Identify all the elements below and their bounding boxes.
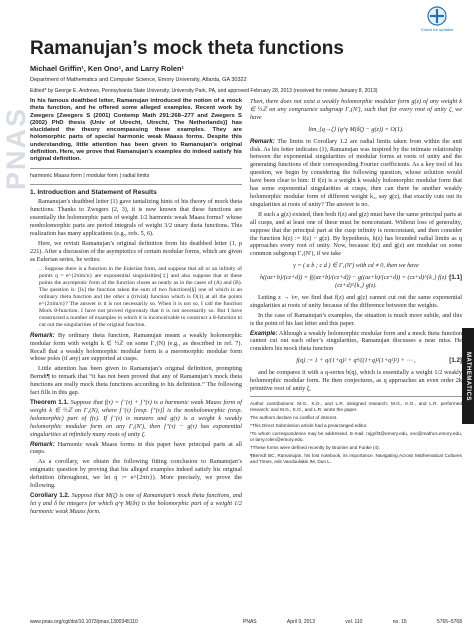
section-tab-mathematics: MATHEMATICS (462, 328, 474, 424)
remark-text: Harmonic weak Maass forms in this paper have principal parts at all cusps. (30, 440, 243, 456)
remark-limits (250, 138, 462, 209)
corollary-text: Suppose that M(ζ) is one of Ramanujan’s mock theta functions, and let γ and δ be integers for which q^γ M(δτ) is the holomorphic part of a weight 1/2 harmonic weak Maass form. (30, 491, 243, 515)
theorem-1-1 (30, 399, 242, 439)
author-list: Michael Griffin¹, Ken Ono¹, and Larry Rolen¹ (30, 64, 184, 73)
footnote: ¹To whom correspondence may be addressed. E-mail: mjgrif3@emory.edu, ono@mathcs.emory.edu, or larry.rolen@emory.edu. (250, 430, 462, 442)
corollary-label: Corollary 1.2. (30, 491, 70, 499)
equation-text: h((az+b)/(cz+d)) = f((az+b)/(cz+d)) − g((az+b)/(cz+d)) = (cz+d)^{k₁} f(z) − (cz+d)^{k₂} g(z). (259, 274, 453, 290)
footnote: ¶Berndt BC, Ramanujan, his lost notebook, its importance. Navigating Across Mathematical Cultures and Times, eds Vandoulakis IM, Dun L. (250, 452, 462, 464)
remark-text: By ordinary theta function, Ramanujan meant a weakly holomorphic modular form with weight k ∈ ½ℤ on some Γ₁(N) (e.g., as described in ref. 7). Recall that a weakly holomorphic modular form is a meromorphic modular form whose poles (if any) are supported at cusps. (30, 331, 243, 363)
theorem-label: Theorem 1.1. (30, 398, 69, 406)
abstract: In his famous deathbed letter, Ramanujan introduced the notion of a mock theta function, and he offered some alleged examples. Recent work by Zwegers [Zwegers S (2001) Contemp Math 291:268–277 and Zwegers S (2002) PhD thesis (Univ of Utrecht, Utrecht, The Netherlands)] has elucidated the theory encompassing these examples. They are holomorphic parts of special harmonic weak Maass forms. Despite this understanding, little attention has been given to Ramanujan’s original definition. Here, we prove that Ramanujan’s examples do indeed satisfy his original definition. (30, 98, 242, 163)
volume: vol. 110 (345, 619, 363, 625)
theorem-text: Suppose that f(τ) = f⁻(τ) + f⁺(τ) is a harmonic weak Maass form of weight k ∈ ½ℤ on Γ₁(N), where f⁻(τ) [resp. f⁺(τ)] is the nonholomorphic (resp. holomorphic) part of f(τ). If f⁻(τ) is nonzero and g(τ) is a weight k weakly holomorphic modular form on any Γ₁(N′), then f⁺(τ) − g(τ) has exponential singularities at infinitely many roots of unity ζ. (30, 398, 242, 438)
paragraph: In the case of Ramanujan’s examples, the situation is much more subtle, and this is the point of his last letter and this paper. (250, 311, 462, 327)
equation-number: [1.2] (449, 357, 462, 365)
equation-limit: lim_{q→ζ} (q^γ M(δζ) − g(z)) = O(1). (308, 125, 404, 133)
left-margin-strip (0, 0, 30, 632)
equation-1-1 (250, 274, 462, 290)
remark-text: The limits in Corollary 1.2 are radial limits taken from within the unit disk. As his letter indicates (1), Ramanujan was inspired by the intimate relationship between the exponential singularities of modular forms at roots of unity and the generating functions of their corresponding Fourier coefficients. As a key tool of his question, we begin by considering the following question, whose solution would have been clear to him: If f(z) is a weight k weakly holomorphic modular form that has some exponential singularities at cusps, then can there be another weakly holomorphic modular form of different weight k₂, say g(z), that exactly cuts out its singularities at roots of unity? The answer is no. (250, 137, 463, 208)
left-column (30, 98, 242, 518)
example-label: Example: (250, 329, 278, 337)
crossmark-icon[interactable] (420, 3, 454, 37)
keywords: harmonic Maass form | modular form | radial limits (30, 172, 150, 179)
section-heading: 1. Introduction and Statement of Results (30, 188, 157, 196)
equation-gamma: γ = ( a b ; c d ) ∈ Γ₁(N′) with cd ≠ 0, then we have (293, 262, 419, 270)
page-range: 5765–5768 (436, 619, 462, 625)
paragraph: and he compares it with a q-series b(q), which is essentially a weight 1/2 weakly holomorphic modular form. He then conjectures, as q approaches an even order 2k primitive root of unity ζ, (250, 369, 462, 392)
journal-footer (243, 619, 462, 625)
equation-1-2 (250, 357, 462, 365)
footnote-divider (250, 396, 462, 397)
paragraph: Here, we revisit Ramanujan’s original definition from his deathbed letter (1, p 221). After a discussion of the asymptotics of certain modular forms, which are given as Eulerian series, he writes: (30, 240, 242, 263)
example-text: Although a weakly holomorphic modular form and a mock theta function cannot cut out each other’s singularities, Ramanujan discusses a near miss. He considers his mock theta function (250, 329, 462, 353)
issue-number: no. 15 (392, 619, 407, 625)
affiliation: Department of Mathematics and Computer Science, Emory University, Atlanta, GA 30322 (30, 77, 247, 83)
footnote: †These forms were defined recently by Bruinier and Funke (4). (250, 444, 381, 450)
remark-label: Remark: (30, 440, 55, 448)
ramanujan-quote: …Suppose there is a function in the Eulerian form, and suppose that all or an infinity of points q = e^{2πim/n} are exponential singularities[‡] and also suppose that at these points the asymptotic form of the function closes as neatly as in the cases of (A) and (B). The question is: [Is] the function taken the sum of two functions[§] one of which is an ordinary theta function and the other a (trivial) function which is O(1) at all the points e^{2πim/n}? The answer is it is not necessarily so. When it is not so, I call the function Mock θ-function. I have not proved rigorously that it is not necessarily so. But I have constructed a number of examples in which it is inconceivable to construct a θ-function to cut out the singularities of the original function. (39, 265, 242, 328)
footnote: Author contributions: M.G., K.O., and L.R. designed research; M.G., K.O., and L.R. performed research; and M.G., K.O., and L.R. wrote the paper. (250, 400, 462, 412)
right-column (250, 98, 462, 467)
paper-title: Ramanujan’s mock theta functions (30, 38, 344, 59)
doi-link[interactable]: www.pnas.org/cgi/doi/10.1073/pnas.1300345110 (30, 619, 138, 625)
footnote: The authors declare no conflict of interest. (250, 414, 338, 420)
equation-text: f(q) := 1 + q/(1+q)² + q⁴/((1+q)²(1+q²)²) + ⋯ , (296, 357, 416, 365)
paragraph: If such a g(z) existed, then both f(z) and g(z) must have the same principal parts at all cusps, and at least one of these must be nonconstant. Without loss of generality, suppose that the principal part at the cusp infinity is nonconstant, and then consider the function h(z) := f(z) − g(z). By hypothesis, h(z) has bounded radial limits as q approaches every root of unity. Now, because f(z) and g(z) are modular on some common subgroup Γ₁(N′), if we take (250, 210, 462, 258)
remark-definition (30, 332, 242, 364)
equation-number: [1.1] (449, 274, 462, 282)
divider (30, 184, 242, 185)
remark-maass (30, 441, 242, 457)
divider (30, 168, 242, 169)
remark-label: Remark: (30, 331, 55, 339)
issue-date: April 9, 2013 (286, 619, 315, 625)
footnote: *This Direct Submission article had a prearranged editor. (250, 422, 368, 428)
journal-name: PNAS (243, 619, 257, 625)
corollary-1-2 (30, 492, 242, 516)
badge-label: Check for updates (420, 27, 454, 32)
paragraph: As a corollary, we obtain the following fitting conclusion to Ramanujan’s enigmatic question by proving that his alleged examples indeed satisfy his original definition (throughout, we let q := e^{2πiτ}). More precisely, we prove the following. (30, 458, 242, 490)
paragraph: Letting z → i∞, we find that f(z) and g(z) cannot cut out the same exponential singularities at roots of unity because of the difference between the weights. (250, 293, 462, 309)
pnas-watermark: PNAS (1, 106, 31, 190)
remark-label: Remark: (250, 137, 275, 145)
paragraph: Little attention has been given to Ramanujan’s original definition, prompting Berndt¶ to remark that “it has not been proved that any of Ramanujan’s mock theta functions are really mock theta functions according to his definition.” The following fact fills in this gap. (30, 365, 242, 397)
corollary-continued: Then, there does not exist a weakly holomorphic modular form g(z) of any weight k ∈ ½ℤ on any congruence subgroup Γ₁(N′), such that for every root of unity ζ, we have (250, 98, 462, 121)
edited-by-line: Edited* by George E. Andrews, Pennsylvania State University, University Park, PA, and approved February 28, 2013 (received for review January 8, 2013) (30, 88, 378, 94)
example (250, 330, 462, 354)
paragraph: Ramanujan’s deathbed letter (1) gave tantalizing hints of his theory of mock theta functions. Thanks to Zwegers (2, 3), it is now known that these functions are essentially the holomorphic parts of weight 1/2 harmonic weak Maass forms† whose nonholomorphic parts are period integrals of weight 3/2 unary theta functions. This realization has many applications (e.g., refs. 5, 6). (30, 198, 242, 238)
